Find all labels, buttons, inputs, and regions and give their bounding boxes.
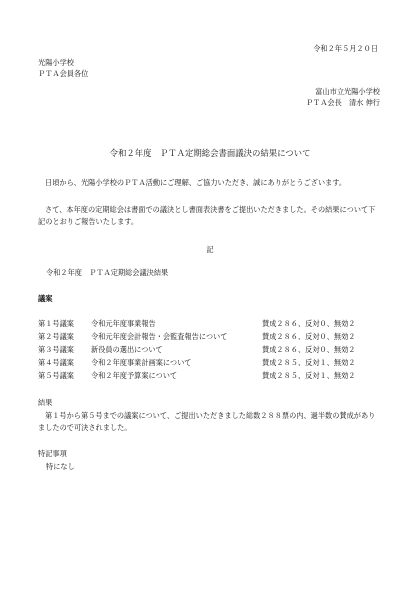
recipient-members: ＰＴＡ会員各位 (38, 69, 89, 78)
notes-heading: 特記事項 (38, 449, 67, 458)
agenda-heading: 議案 (38, 294, 53, 303)
agenda-name: 令和２年度予算案について (91, 371, 178, 380)
sender-name: ＰＴＡ会長 清水 伸行 (305, 98, 380, 107)
document-title: 令和２年度 ＰＴＡ定期総会書面議決の結果について (109, 148, 311, 158)
agenda-number: 第１号議案 (38, 319, 74, 328)
intro-paragraph-2: さて、本年度の定期総会は書面での議決とし書面表決書をご提出いただきました。その結果について下記のとおりご報告いたします。 (38, 205, 376, 226)
agenda-result: 賛成２８５、反対１、無効２ (262, 371, 356, 380)
agenda-result: 賛成２８６、反対０、無効２ (262, 345, 356, 354)
recipient-school: 光陽小学校 (38, 58, 74, 67)
agenda-row (38, 318, 378, 329)
agenda-number: 第２号議案 (38, 332, 74, 341)
sender-school: 富山市立光陽小学校 (315, 87, 380, 96)
notes-text: 特になし (46, 462, 75, 471)
agenda-name: 令和２年度事業計画案について (91, 358, 192, 367)
agenda-number: 第４号議案 (38, 358, 74, 367)
agenda-number: 第５号議案 (38, 371, 74, 380)
ki-marker: 記 (206, 245, 214, 254)
agenda-row (38, 331, 378, 342)
agenda-row (38, 357, 378, 368)
agenda-result: 賛成２８５、反対１、無効２ (262, 358, 356, 367)
agenda-result: 賛成２８６、反対０、無効２ (262, 319, 356, 328)
results-subtitle: 令和２年度 ＰＴＡ定期総会議決結果 (46, 268, 169, 277)
agenda-row (38, 370, 378, 381)
agenda-name: 令和元年度事業報告 (91, 319, 156, 328)
agenda-name: 新役員の選出について (91, 345, 163, 354)
issue-date: 令和２年５月２０日 (313, 44, 378, 53)
agenda-number: 第３号議案 (38, 345, 74, 354)
result-heading: 結果 (38, 398, 53, 407)
agenda-name: 令和元年度会計報告・会監査報告について (91, 332, 228, 341)
result-text: 第１号から第５号までの議案について、ご提出いただきました総数２８８票の内、過半数の賛成がありましたので可決されました。 (38, 411, 376, 432)
agenda-row (38, 344, 378, 355)
intro-paragraph-1: 日頃から、光陽小学校のＰＴＡ活動にご理解、ご協力いただき、誠にありがとうございます。 (45, 178, 347, 187)
agenda-result: 賛成２８６、反対０、無効２ (262, 332, 356, 341)
